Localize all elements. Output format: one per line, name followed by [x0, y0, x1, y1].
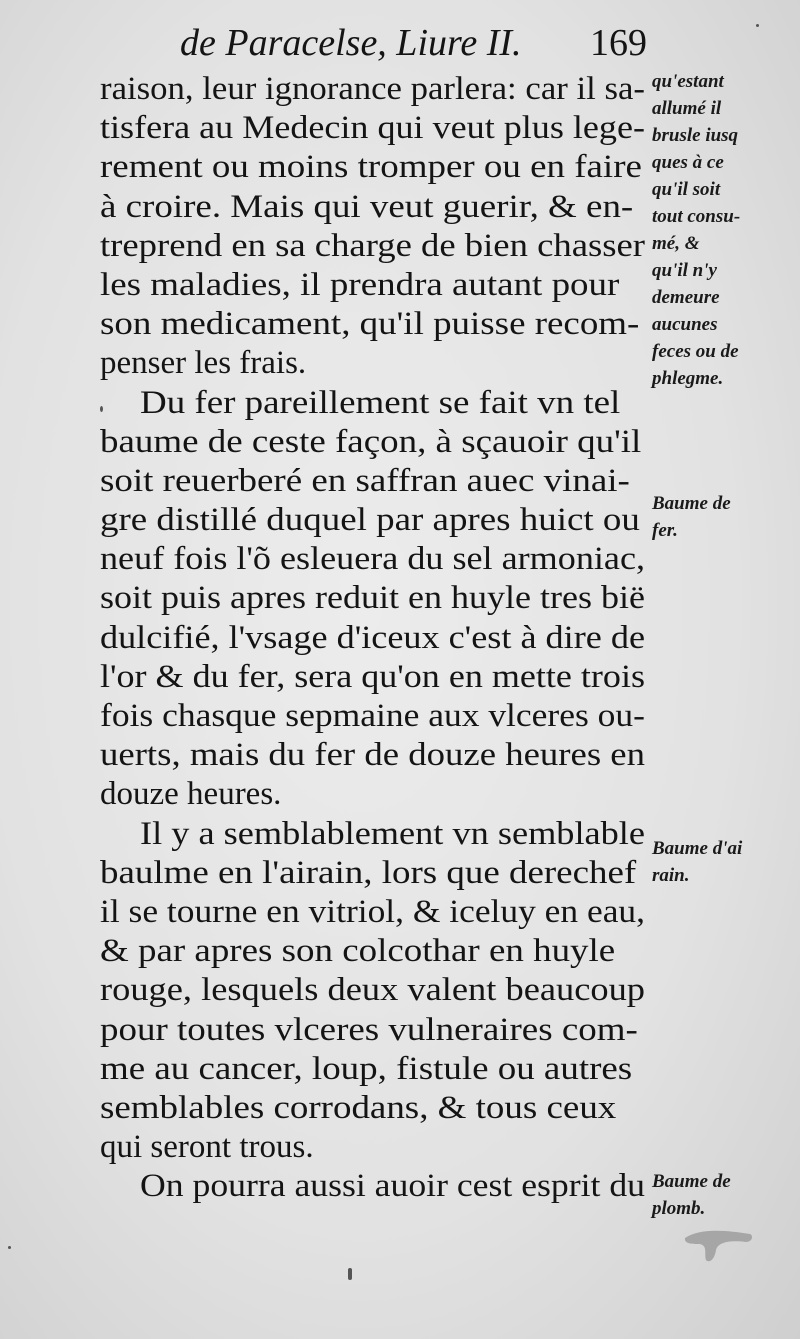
margin-note-line: brusle iusq	[652, 125, 739, 146]
text-line: uerts, mais du fer de douze heures en	[100, 737, 645, 774]
margin-note-line: tout consu-	[652, 206, 741, 227]
text-line: son medicament, qu'il puisse recom-	[100, 306, 640, 343]
text-line: treprend en sa charge de bien chasser	[100, 227, 645, 264]
page-header	[180, 20, 650, 66]
text-line: raison, leur ignorance parlera: car il sa-	[100, 71, 645, 107]
margin-note-baume-de-plomb	[652, 1168, 792, 1222]
margin-note-line: aucunes	[652, 314, 718, 335]
margin-note-line: Baume de	[652, 1171, 731, 1192]
paragraph-start-line: Il y a semblablement vn semblable	[140, 815, 645, 852]
text-line: il se tourne en vitriol, & iceluy en eau,	[100, 893, 645, 930]
margin-note-line: ques à ce	[652, 152, 724, 173]
text-line: baume de ceste façon, à sçauoir qu'il	[100, 423, 642, 460]
main-text-column	[100, 70, 645, 1206]
text-line: rouge, lesquels deux valent beaucoup	[100, 972, 645, 1009]
paper-speck	[348, 1268, 352, 1280]
margin-note-line: feces ou de	[652, 341, 739, 362]
page-number: 169	[590, 22, 647, 64]
margin-note-line: plomb.	[652, 1198, 706, 1219]
margin-note-line: phlegme.	[652, 368, 724, 389]
text-line: l'or & du fer, sera qu'on en mette trois	[100, 658, 645, 695]
paragraph-start-line: On pourra aussi auoir cest esprit du	[140, 1168, 645, 1205]
margin-note-line: qu'estant	[652, 71, 724, 92]
text-line: soit puis apres reduit en huyle tres bië	[100, 580, 645, 617]
text-line: qui seront trous.	[100, 1129, 314, 1166]
text-line: à croire. Mais qui veut guerir, & en-	[100, 188, 634, 225]
text-line: gre distillé duquel par apres huict ou	[100, 502, 640, 539]
paragraph-start-line: Du fer pareillement se fait vn tel	[140, 384, 621, 421]
text-line: soit reuerberé en saffran auec vinai-	[100, 462, 630, 499]
text-line: me au cancer, loup, fistule ou autres	[100, 1050, 633, 1087]
margin-note-line: demeure	[652, 287, 720, 308]
margin-note-flame	[652, 68, 792, 392]
text-line: neuf fois l'õ esleuera du sel armoniac,	[100, 541, 645, 578]
text-line: pour toutes vlceres vulneraires com-	[100, 1011, 638, 1048]
margin-note-line: qu'il soit	[652, 179, 721, 200]
text-line: fois chasque sepmaine aux vlceres ou-	[100, 698, 645, 734]
text-line: douze heures.	[100, 776, 282, 813]
paper-speck	[8, 1246, 11, 1249]
margin-note-line: qu'il n'y	[652, 260, 717, 281]
ink-blot-mark	[680, 1220, 760, 1270]
text-line: & par apres son colcothar en huyle	[100, 933, 616, 970]
margin-note-baume-d-airain	[652, 835, 792, 889]
paper-speck	[756, 24, 759, 27]
margin-note-line: rain.	[652, 865, 690, 886]
margin-note-line: allumé il	[652, 98, 722, 119]
margin-note-line: mé, &	[652, 233, 700, 254]
margin-note-line: fer.	[652, 520, 678, 541]
text-line: baulme en l'airain, lors que derechef	[100, 854, 637, 891]
running-title: de Paracelse, Liure II.	[180, 22, 522, 64]
text-line: tisfera au Medecin qui veut plus lege-	[100, 110, 645, 147]
paper-speck	[100, 406, 103, 412]
text-line: semblables corrodans, & tous ceux	[100, 1089, 617, 1126]
text-line: penser les frais.	[100, 345, 307, 382]
text-line: les maladies, il prendra autant pour	[100, 266, 620, 303]
margin-note-baume-de-fer	[652, 490, 792, 544]
text-line: rement ou moins tromper ou en faire	[100, 149, 642, 186]
margin-note-line: Baume de	[652, 493, 731, 514]
text-line: dulcifié, l'vsage d'iceux c'est à dire de	[100, 619, 645, 656]
margin-note-line: Baume d'ai	[652, 838, 743, 859]
